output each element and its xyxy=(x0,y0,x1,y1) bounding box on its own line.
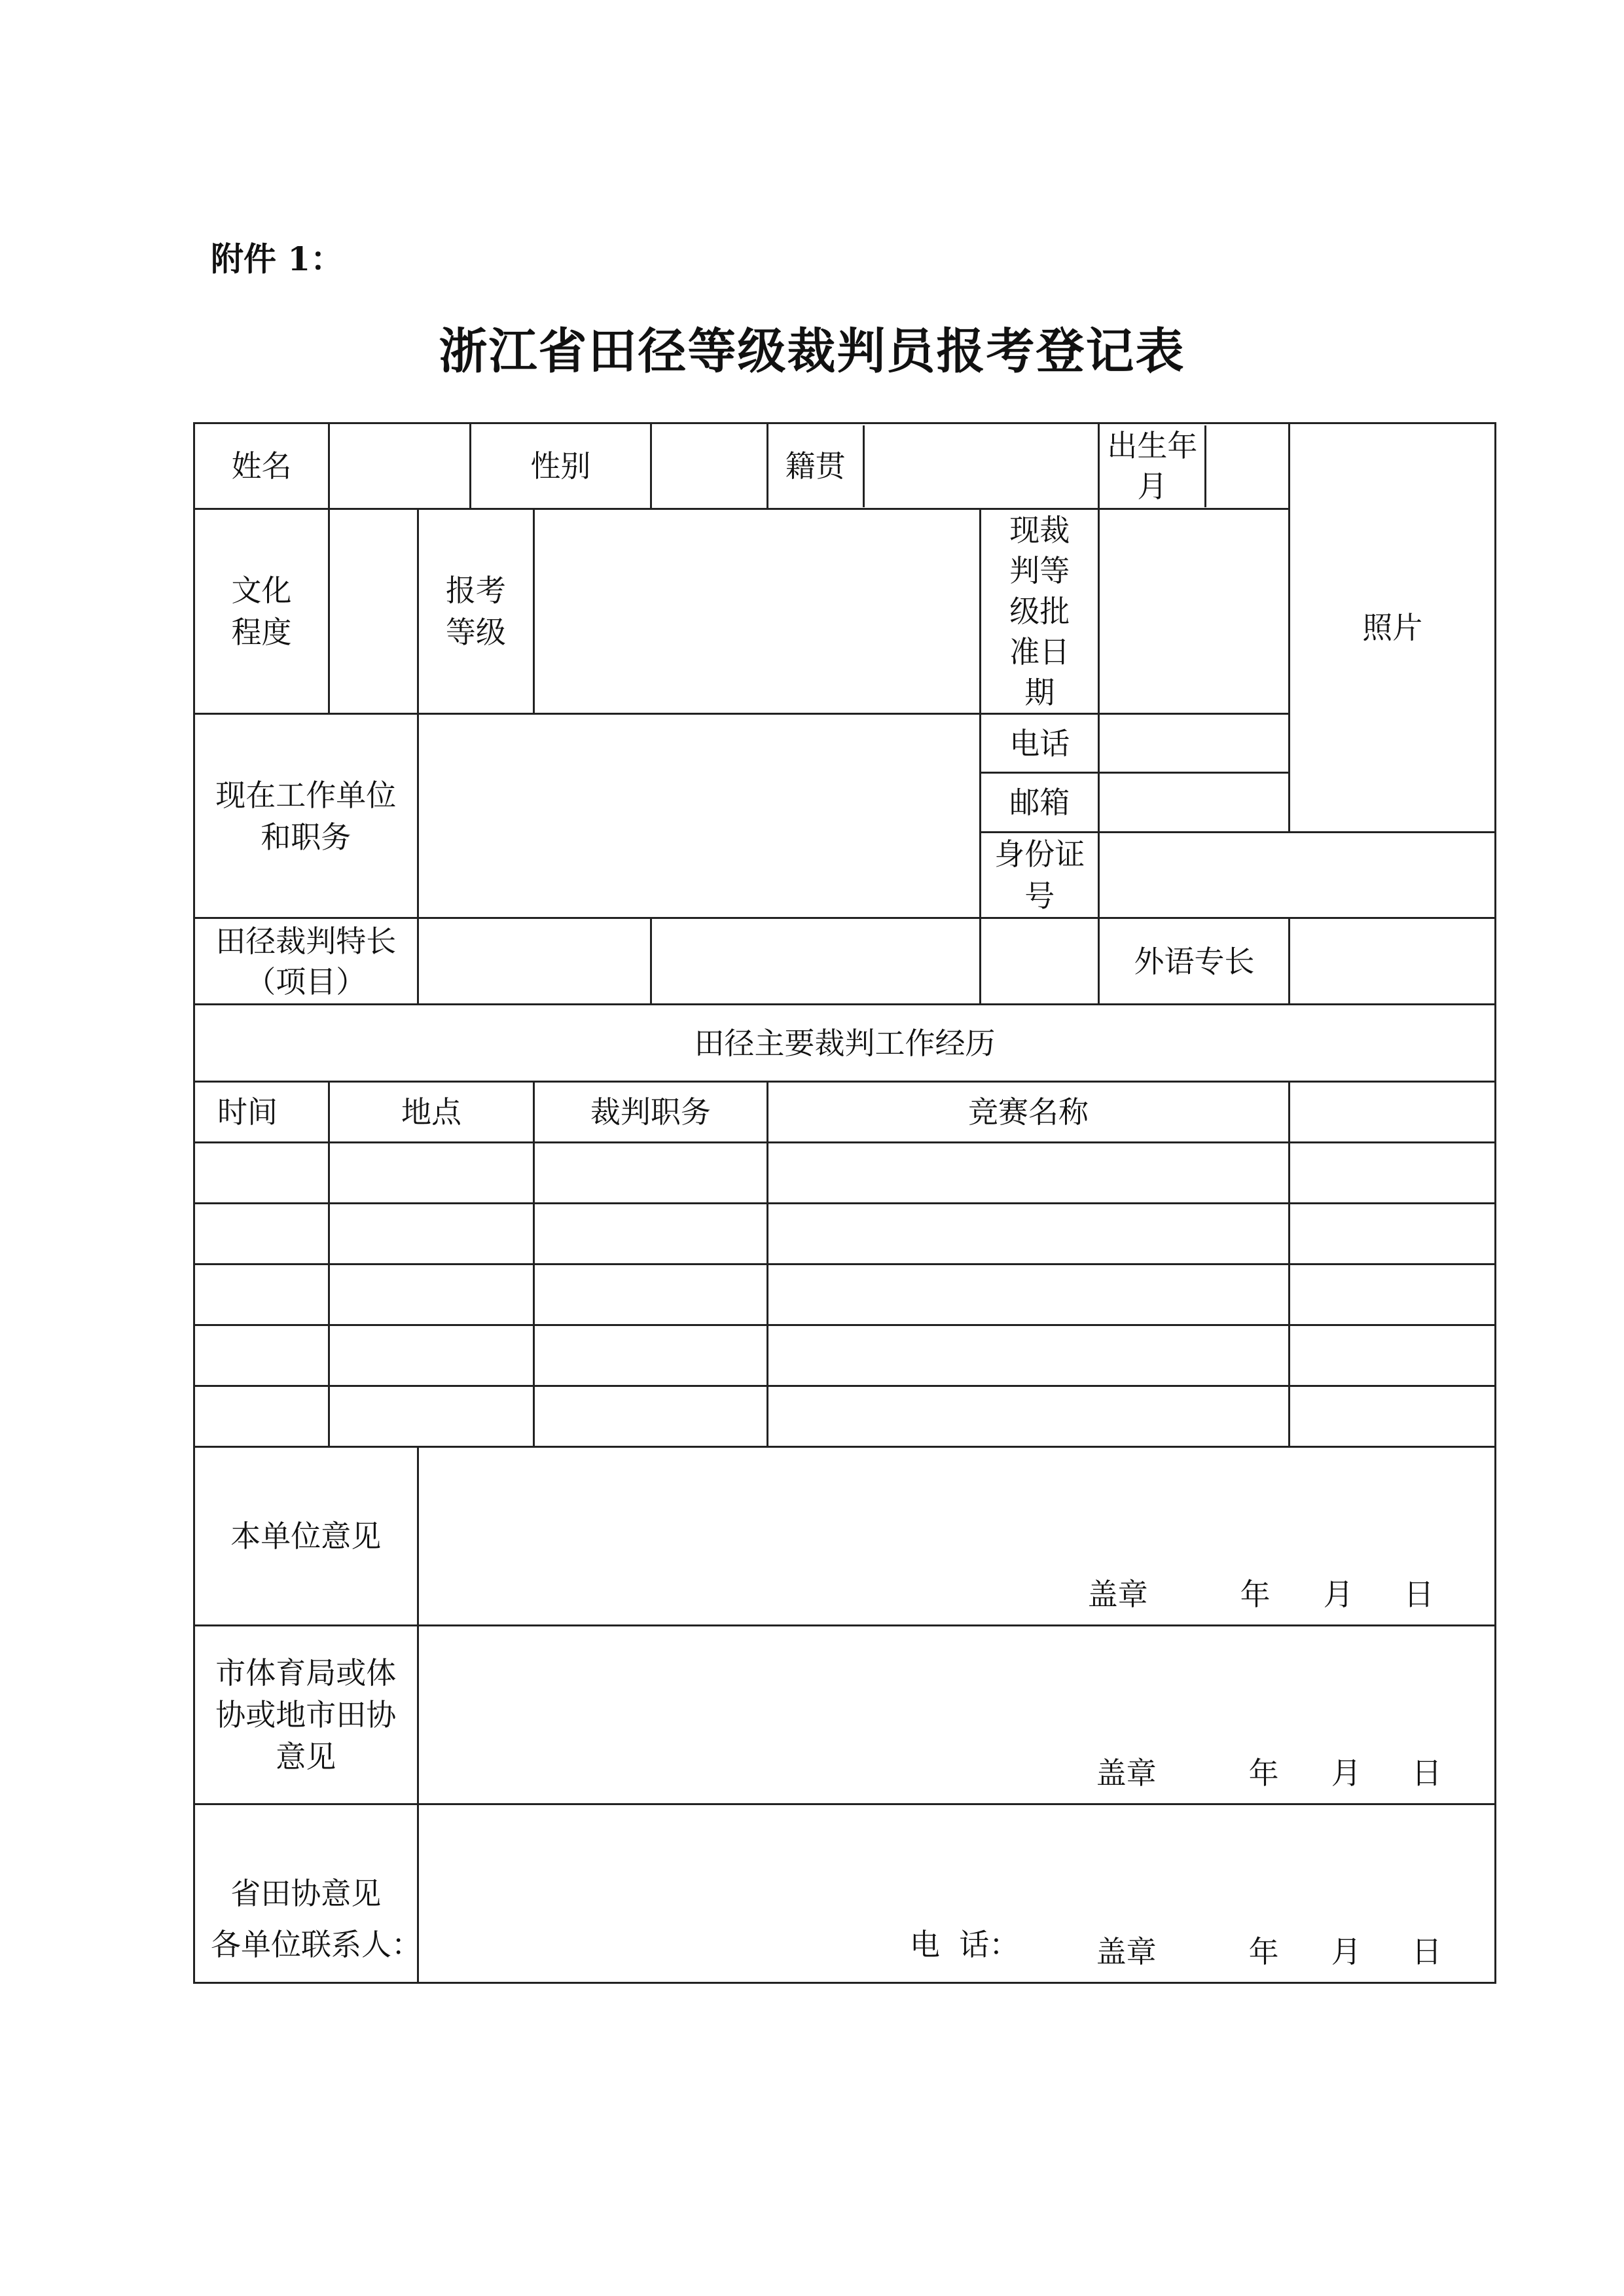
native-place-label: 籍贯 xyxy=(768,425,865,507)
current-level-date-field[interactable] xyxy=(1099,509,1290,714)
history-competition-field[interactable] xyxy=(767,1204,1290,1265)
attachment-label: 附件 1： xyxy=(211,240,344,278)
year-label: 年 xyxy=(1240,1577,1271,1612)
table-row xyxy=(194,1386,1496,1447)
gender-label: 性别 xyxy=(470,423,651,509)
history-extra-field[interactable] xyxy=(1290,1265,1496,1325)
history-header-row xyxy=(194,1082,1496,1143)
opinion-row-city xyxy=(194,1626,1496,1804)
photo-area[interactable]: 照片 xyxy=(1290,423,1496,833)
education-label: 文化程度 xyxy=(194,509,329,714)
opinion-row-unit xyxy=(194,1447,1496,1626)
history-time-field[interactable] xyxy=(194,1204,329,1265)
current-level-date-label: 现裁判等级批准日期 xyxy=(981,509,1099,714)
history-place-field[interactable] xyxy=(329,1143,533,1204)
history-header-competition: 竞赛名称 xyxy=(767,1082,1290,1143)
table-row xyxy=(194,1204,1496,1265)
specialty-label: 田径裁判特长（项目） xyxy=(194,918,418,1005)
foreign-lang-label: 外语专长 xyxy=(1099,918,1290,1005)
email-label: 邮箱 xyxy=(981,773,1099,833)
registration-form-table xyxy=(193,422,1496,1984)
history-role-field[interactable] xyxy=(534,1325,767,1386)
history-header-extra xyxy=(1290,1082,1496,1143)
history-place-field[interactable] xyxy=(329,1386,533,1447)
history-place-field[interactable] xyxy=(329,1265,533,1325)
history-place-field[interactable] xyxy=(329,1204,533,1265)
history-time-field[interactable] xyxy=(194,1325,329,1386)
month-label: 月 xyxy=(1323,1577,1354,1612)
specialty-field-1[interactable] xyxy=(418,918,651,1005)
history-competition-field[interactable] xyxy=(767,1325,1290,1386)
history-title-row xyxy=(194,1005,1496,1082)
birth-field[interactable] xyxy=(1206,425,1288,507)
form-title: 浙江省田径等级裁判员报考登记表 xyxy=(439,323,1185,380)
email-field[interactable] xyxy=(1099,773,1290,833)
work-unit-field[interactable] xyxy=(418,714,981,918)
form-row-specialty xyxy=(194,918,1496,1005)
opinion-city-field[interactable] xyxy=(418,1626,1495,1804)
history-place-field[interactable] xyxy=(329,1325,533,1386)
seal-label: 盖章 xyxy=(1087,1577,1148,1612)
day-label: 日 xyxy=(1403,1577,1434,1612)
phone-field[interactable] xyxy=(1099,714,1290,773)
history-extra-field[interactable] xyxy=(1290,1386,1496,1447)
history-role-field[interactable] xyxy=(534,1143,767,1204)
day-label: 日 xyxy=(1411,1755,1442,1791)
seal-label: 盖章 xyxy=(1096,1934,1157,1969)
education-field[interactable] xyxy=(329,509,418,714)
history-competition-field[interactable] xyxy=(767,1143,1290,1204)
specialty-field-2[interactable] xyxy=(651,918,980,1005)
year-label: 年 xyxy=(1248,1934,1279,1969)
phone-label: 电话 xyxy=(981,714,1099,773)
specialty-field-3[interactable] xyxy=(981,918,1099,1005)
native-place-cell[interactable] xyxy=(767,423,1099,509)
history-role-field[interactable] xyxy=(534,1386,767,1447)
table-row xyxy=(194,1325,1496,1386)
id-label: 身份证号 xyxy=(981,833,1099,918)
apply-level-field[interactable] xyxy=(534,509,981,714)
history-header-time: 时间 xyxy=(194,1082,329,1143)
month-label: 月 xyxy=(1331,1755,1362,1791)
opinion-unit-field[interactable] xyxy=(418,1447,1495,1626)
month-label: 月 xyxy=(1331,1934,1362,1969)
birth-cell[interactable] xyxy=(1099,423,1290,509)
birth-label: 出生年月 xyxy=(1100,425,1206,507)
name-field[interactable] xyxy=(329,423,470,509)
history-extra-field[interactable] xyxy=(1290,1325,1496,1386)
footer-phone-label: 电 话： xyxy=(910,1927,1020,1962)
year-label: 年 xyxy=(1248,1755,1279,1791)
table-row xyxy=(194,1143,1496,1204)
gender-field[interactable] xyxy=(651,423,767,509)
native-place-field[interactable] xyxy=(865,425,1098,507)
foreign-lang-field[interactable] xyxy=(1290,918,1496,1005)
form-row-basic xyxy=(194,423,1496,509)
opinion-province-label: 省田协意见 xyxy=(194,1804,418,1983)
history-competition-field[interactable] xyxy=(767,1386,1290,1447)
opinion-city-label: 市体育局或体协或地市田协意见 xyxy=(194,1626,418,1804)
footer-contact-label: 各单位联系人： xyxy=(211,1927,422,1962)
day-label: 日 xyxy=(1411,1934,1442,1969)
name-label: 姓名 xyxy=(194,423,329,509)
history-time-field[interactable] xyxy=(194,1386,329,1447)
table-row xyxy=(194,1265,1496,1325)
history-role-field[interactable] xyxy=(534,1204,767,1265)
apply-level-label: 报考等级 xyxy=(418,509,534,714)
work-unit-label: 现在工作单位和职务 xyxy=(194,714,418,918)
seal-label: 盖章 xyxy=(1096,1755,1157,1791)
history-competition-field[interactable] xyxy=(767,1265,1290,1325)
history-title: 田径主要裁判工作经历 xyxy=(194,1005,1496,1082)
history-time-field[interactable] xyxy=(194,1143,329,1204)
history-time-field[interactable] xyxy=(194,1265,329,1325)
history-header-role: 裁判职务 xyxy=(534,1082,767,1143)
history-role-field[interactable] xyxy=(534,1265,767,1325)
id-field[interactable] xyxy=(1099,833,1496,918)
opinion-unit-label: 本单位意见 xyxy=(194,1447,418,1626)
history-header-place: 地点 xyxy=(329,1082,533,1143)
history-extra-field[interactable] xyxy=(1290,1204,1496,1265)
history-extra-field[interactable] xyxy=(1290,1143,1496,1204)
